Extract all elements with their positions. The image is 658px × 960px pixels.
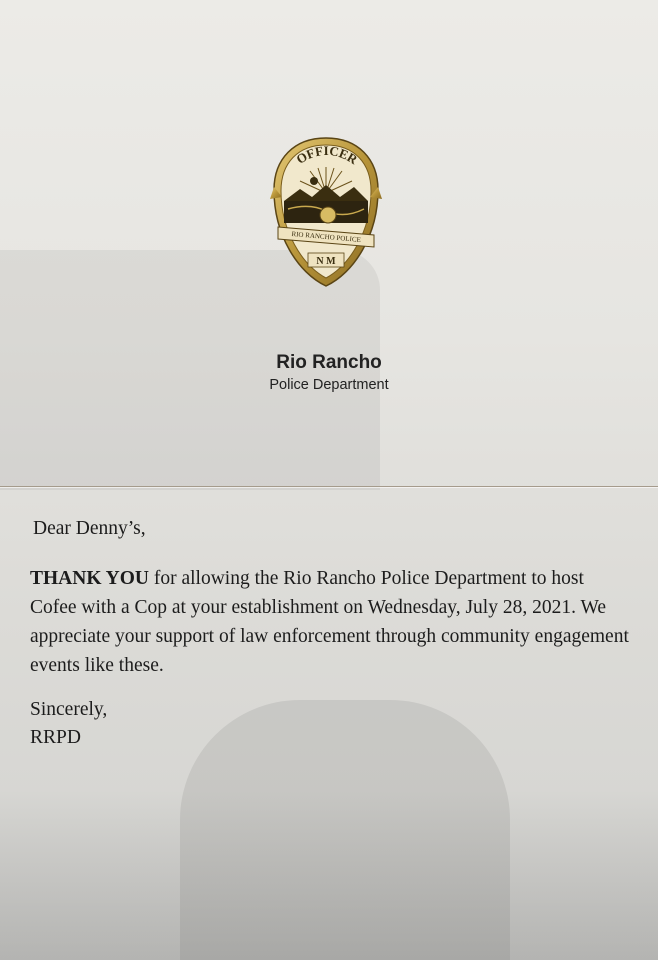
signoff: Sincerely, [30,699,108,720]
thank-you-text: for allowing the Rio Rancho Police Department to host Cofee with a Cop at your establishment on Wednesday, July 28, 2021. We appreciate your support of law enforcement through community engagement events like these. [30,568,629,676]
greeting: Dear Denny’s, [33,518,146,539]
police-badge-emblem [270,135,382,289]
thank-you-paragraph [30,564,635,680]
card-fold-line [0,486,658,487]
badge-banner-text: RIO RANCHO POLICE [291,229,362,245]
thank-you-emphasis: THANK YOU [30,568,149,589]
badge-bottom-text: N M [316,256,336,267]
department-name: Rio Rancho [276,352,382,373]
badge-top-text: OFFICER [293,142,361,168]
signature: RRPD [30,727,81,748]
department-subtitle: Police Department [269,377,389,393]
letter-body [30,518,635,752]
shadow-overlay [0,790,658,960]
closing [30,696,635,752]
